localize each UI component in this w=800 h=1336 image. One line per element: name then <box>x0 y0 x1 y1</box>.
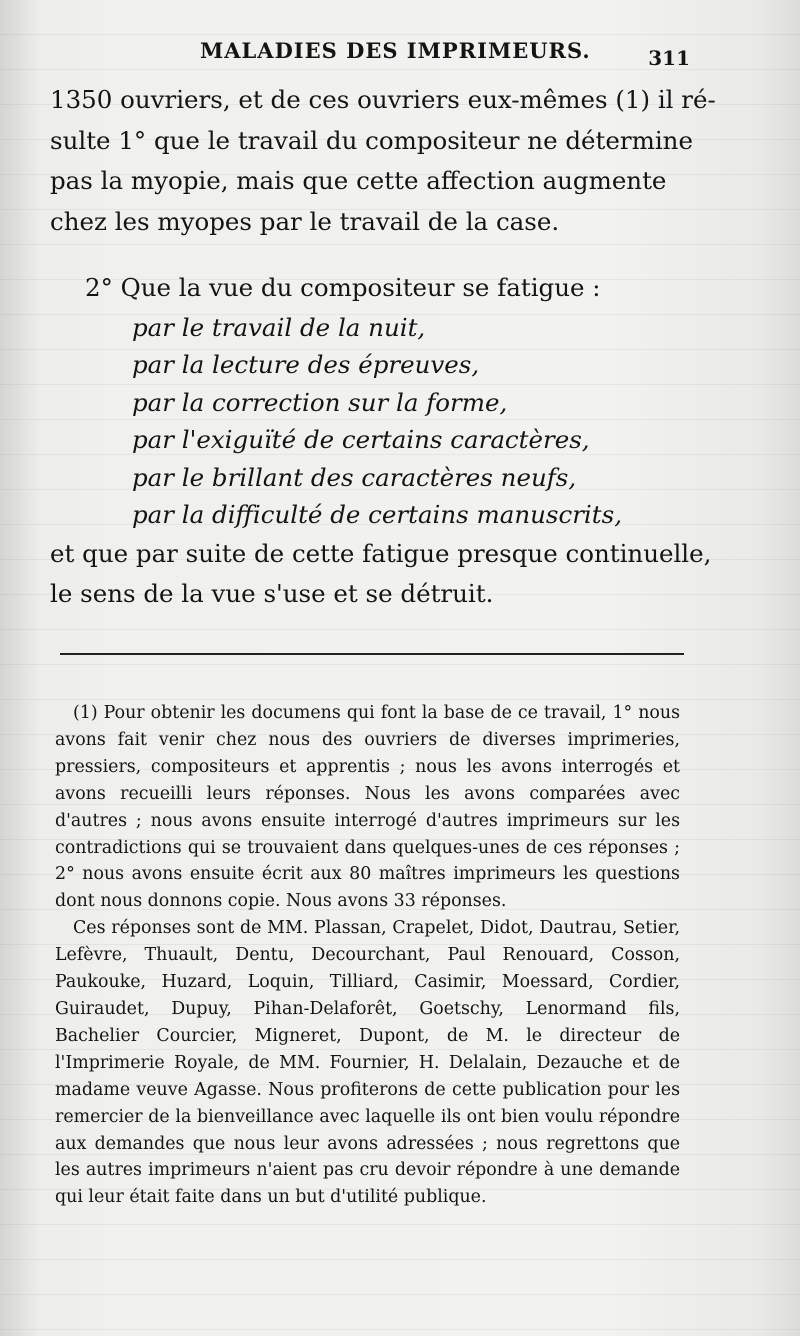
list-item: par la correction sur la forme, <box>132 387 508 417</box>
text-line: chez les myopes par le travail de la case. <box>50 206 560 236</box>
page-header <box>200 38 690 78</box>
main-text <box>50 80 716 615</box>
list-item: par le travail de la nuit, <box>132 312 426 342</box>
text-line: sulte 1° que le travail du compositeur ne détermine <box>50 125 693 155</box>
list-item: par le brillant des caractères neufs, <box>132 462 577 492</box>
footnote <box>55 700 680 1211</box>
text-line: 2° Que la vue du compositeur se fatigue : <box>85 273 601 302</box>
text-line: 1350 ouvriers, et de ces ouvriers eux-mêmes (1) il ré- <box>50 85 716 114</box>
footnote-paragraph: (1) Pour obtenir les documens qui font la base de ce travail, 1° nous avons fait venir chez nous des ouvriers de diverses imprimeries, pressiers, compositeurs et apprentis ; nous les avons interrogés et avons recueilli leurs réponses. Nous les avons comparées avec d'autres ; nous avons ensuite interrogé d'autres imprimeurs sur les contradictions qui se trouvaient dans quelques-unes de ces réponses ; 2° nous avons ensuite écrit aux 80 maîtres imprimeurs les questions dont nous donnons copie. Nous avons 33 réponses. <box>55 703 680 912</box>
text-line: et que par suite de cette fatigue presque continuelle, <box>50 538 712 568</box>
list-item: par l'exiguïté de certains caractères, <box>132 425 590 454</box>
text-line: le sens de la vue s'use et se détruit. <box>50 579 494 608</box>
running-title: MALADIES DES IMPRIMEURS. <box>200 38 591 63</box>
footnote-divider <box>60 653 684 655</box>
list-item: par la difficulté de certains manuscrits, <box>132 500 622 529</box>
text-line: pas la myopie, mais que cette affection augmente <box>50 166 667 195</box>
list-item: par la lecture des épreuves, <box>132 350 480 379</box>
footnote-paragraph: Ces réponses sont de MM. Plassan, Crapelet, Didot, Dautrau, Setier, Lefèvre, Thuault, Dentu, Decourchant, Paul Renouard, Cosson, Paukouke, Huzard, Loquin, Tilliard, Casimir, Moessard, Cordier, Guiraudet, Dupuy, Pihan-Delaforêt, Goetschy, Lenormand fils, Bachelier Courcier, Migneret, Dupont, de M. le directeur de l'Imprimerie Royale, de MM. Fournier, H. Delalain, Dezauche et de madame veuve Agasse. Nous profiterons de cette publication pour les remercier de la bienveillance avec laquelle ils ont bien voulu répondre aux demandes que nous leur avons adressées ; nous regrettons que les autres imprimeurs n'aient pas cru devoir répondre à une demande qui leur était faite dans un but d'utilité publique. <box>55 918 680 1208</box>
page-number: 311 <box>648 46 690 70</box>
